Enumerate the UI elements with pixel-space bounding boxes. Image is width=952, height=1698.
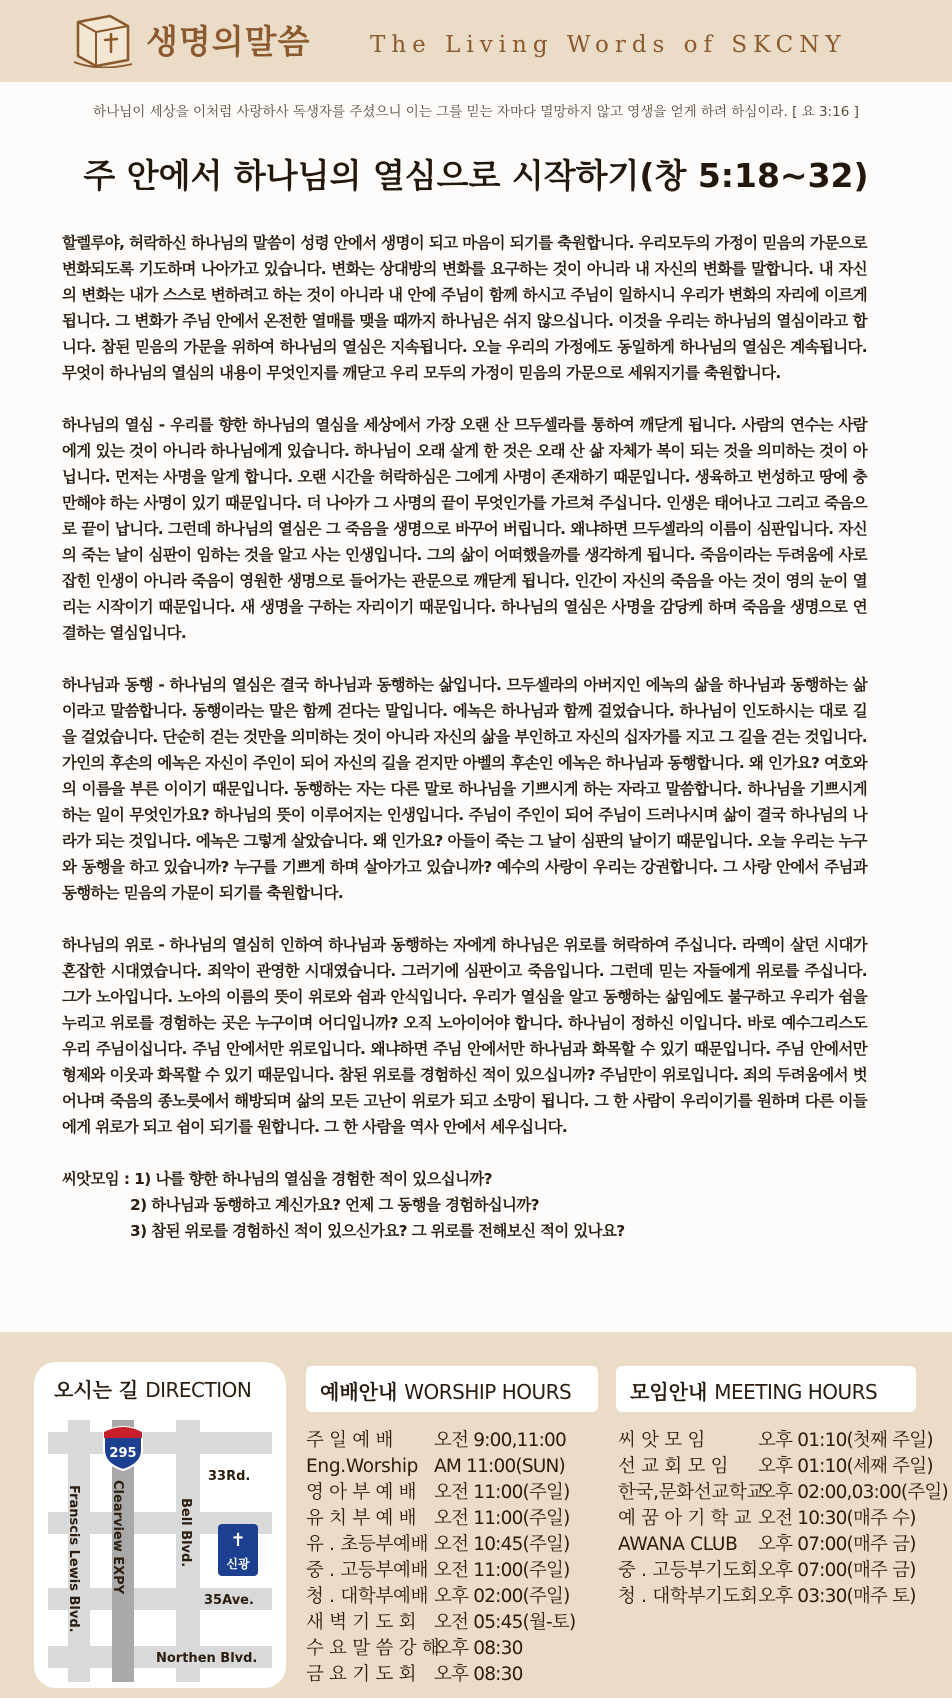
schedule-row: 예 꿈 아 기 학 교 오전 10:30(매주 수) [618,1508,916,1529]
street-label-bell: Bell Blvd. [178,1498,193,1568]
questions-label: 씨앗모임 : [62,1170,135,1188]
bible-book-icon [70,12,136,68]
sermon-body [62,230,867,1244]
sermon-paragraph: 하나님의 열심 - 우리를 향한 하나님의 열심을 세상에서 가장 오랜 산 므두셀라를 통하여 깨닫게 됩니다. 사람의 연수는 사람에게 있는 것이 아니라 하나님에게 있습니다. 하나님이 오래 살게 한 것은 오래 산 삶 자체가 복이 되는 것을 의미하는 것이 아닙니다. 먼저는 사명을 알게 합니다. 오랜 시간을 허락하심은 그에게 사명이 존재하기 때문입니다. 생육하고 번성하고 땅에 충만해야 하는 사명이 있기 때문입니다. 더 나아가 그 사명의 끝이 무엇인가를 가르쳐 주십니다. 인생은 태어나고 그리고 죽음으로 끝이 납니다. 그런데 하나님의 열심은 그 죽음을 생명으로 바꾸어 버립니다. 왜냐하면 므두셀라의 이름이 심판입니다. 자신의 죽는 날이 심판이 임하는 것을 알고 사는 인생입니다. 그의 삶이 어떠했을까를 생각하게 됩니다. 죽음이라는 두려움에 사로잡힌 인생이 아니라 죽음이 영원한 생명으로 들어가는 관문으로 깨닫게 됩니다. 인간이 자신의 죽음을 아는 것이 영의 눈이 열리는 시작이기 때문입니다. 새 생명을 구하는 자리이기 때문입니다. 하나님의 열심은 사명을 감당케 하며 죽음을 생명으로 연결하는 열심입니다. [62,416,867,642]
sermon-paragraph: 할렐루야, 허락하신 하나님의 말씀이 성령 안에서 생명이 되고 마음이 되기를 축원합니다. 우리모두의 가정이 믿음의 가문으로 변화되도록 기도하며 나아가고 있습니다. 변화는 상대방의 변화를 요구하는 것이 아니라 내 자신의 변화를 말합니다. 내 자신의 변화는 내가 스스로 변하려고 하는 것이 아니라 내 안에 주님이 함께 하시고 주님이 일하시니 우리가 변화의 자리에 이르게 됩니다. 그 변화가 주님 안에서 온전한 열매를 맺을 때까지 하나님은 쉬지 않으십니다. 이것을 우리는 하나님의 열심이라고 합니다. 참된 믿음의 가문을 위하여 하나님의 열심은 지속됩니다. 오늘 우리의 가정에도 동일하게 하나님의 열심은 계속됩니다. 무엇이 하나님의 열심의 내용이 무엇인지를 깨닫고 우리 모두의 가정이 믿음의 가문으로 세워지기를 축원합니다. [62,234,867,382]
direction-card [34,1362,286,1688]
scripture-verse: 하나님이 세상을 이처럼 사랑하사 독생자를 주셨으니 이는 그를 믿는 자마다 멸망하지 않고 영생을 얻게 하려 하심이라. [ 요 3:16 ] [93,104,859,120]
street-label-northern: Northen Blvd. [156,1651,258,1666]
church-cross-glyph: ✝ [230,1530,246,1551]
interstate-shield-icon [104,1427,142,1470]
schedule-row: 씨 앗 모 임 오후 01:10(첫째 주일) [618,1430,933,1451]
meeting-heading: 모임안내 MEETING HOURS [616,1366,916,1412]
brand-title-korean: 생명의말씀 [146,22,311,61]
highway-number: 295 [109,1446,137,1461]
question-item: 3) 참된 위로를 경험하신 적이 있으신가요? 그 위로를 전해보신 적이 있나요? [130,1222,625,1240]
street-label-francis: Franscis Lewis Blvd. [66,1485,81,1633]
location-map [48,1420,272,1682]
question-item: 1) 나를 향한 하나님의 열심을 경험한 적이 있으십니까? [134,1170,492,1188]
sermon-title: 주 안에서 하나님의 열심으로 시작하기(창 5:18~32) [83,156,869,195]
schedule-row: 유 . 초등부예배 오전 10:45(주일) [306,1534,570,1555]
schedule-row: 중 . 고등부기도회 오후 07:00(매주 금) [618,1560,916,1581]
street-label-35ave: 35Ave. [204,1593,254,1608]
schedule-row: 유 치 부 예 배 오전 11:00(주일) [306,1508,570,1529]
street-label-expy: Clearview EXPY [110,1480,125,1595]
church-mark-text: 신광 [226,1557,250,1571]
small-group-questions [62,1166,867,1244]
worship-heading: 예배안내 WORSHIP HOURS [306,1366,598,1412]
header-banner [0,0,952,82]
direction-heading: 오시는 길 DIRECTION [54,1378,252,1402]
schedule-row: 중 . 고등부예배 오전 11:00(주일) [306,1560,570,1581]
meeting-schedule [618,1428,948,1610]
sermon-section [0,82,952,1332]
schedule-row: 한국,문화선교학교 오후 02:00,03:00(주일) [618,1482,948,1503]
worship-schedule [306,1428,606,1688]
schedule-row: Eng.Worship AM 11:00(SUN) [306,1456,565,1477]
schedule-row: 영 아 부 예 배 오전 11:00(주일) [306,1482,570,1503]
brand-title-english: The Living Words of SKCNY [370,32,847,58]
info-footer [0,1332,952,1698]
sermon-paragraph: 하나님과 동행 - 하나님의 열심은 결국 하나님과 동행하는 삶입니다. 므두셀라의 아버지인 에녹의 삶을 하나님과 동행하는 삶이라고 말씀합니다. 동행이라는 말은 함께 걷다는 말입니다. 에녹은 하나님과 함께 걸었습니다. 하나님이 인도하시는 대로 길을 걸었습니다. 단순히 걷는 것만을 의미하는 것이 아니라 자신의 삶을 부인하고 자신의 십자가를 지고 그 길을 걷는 것입니다. 가인의 후손의 에녹은 자신이 주인이 되어 자신의 길을 걷지만 아벨의 후손인 에녹은 하나님과 동행합니다. 왜 인가요? 여호와의 이름을 부른 이이기 때문입니다. 동행하는 자는 다른 말로 하나님을 기쁘시게 하는 자라고 말씀합니다. 하나님을 기쁘시게 하는 일이 무엇인가요? 하나님의 뜻이 이루어지는 인생입니다. 주님이 주인이 되어 주님이 드러나시며 삶이 결국 하나님의 나라가 되는 것입니다. 에녹은 그렇게 살았습니다. 왜 인가요? 아들이 죽는 그 날이 심판의 날이기 때문입니다. 오늘 우리는 누구와 동행을 하고 있습니까? 누구를 기쁘게 하며 살아가고 있습니까? 예수의 사랑이 우리는 강권합니다. 그 사랑 안에서 주님과 동행하는 믿음의 가문이 되기를 축원합니다. [62,676,867,902]
church-location-icon [218,1524,258,1576]
sermon-paragraph: 하나님의 위로 - 하나님의 열심히 인하여 하나님과 동행하는 자에게 하나님은 위로를 허락하여 주십니다. 라멕이 살던 시대가 혼잡한 시대였습니다. 죄악이 관영한 시대였습니다. 그러기에 심판이고 죽음입니다. 그런데 믿는 자들에게 위로를 주십니다. 그가 노아입니다. 노아의 이름의 뜻이 위로와 쉼과 안식입니다. 우리가 열심을 알고 동행하는 삶임에도 불구하고 우리가 쉼을 누리고 위로를 경험하는 곳은 누구이며 어디입니까? 오직 노아이어야 합니다. 하나님이 정하신 이입니다. 바로 예수그리스도 우리 주님이십니다. 주님 안에서만 위로입니다. 왜냐하면 주님 안에서만 하나님과 화목할 수 있기 때문입니다. 주님 안에서만 형제와 이웃과 화목할 수 있기 때문입니다. 참된 위로를 경험하신 적이 있으십니까? 주님만이 위로입니다. 죄의 두려움에서 벗어나며 죽음의 종노릇에서 해방되며 삶의 모든 고난이 위로가 되고 소망이 됩니다. 그 한 사람이 우리이기를 원하며 다른 이들에게 위로가 되고 쉼이 되기를 원합니다. 그 한 사람을 역사 안에서 세우십니다. [62,936,867,1136]
schedule-row: 수 요 말 씀 강 해 오후 08:30 [306,1638,523,1659]
schedule-row: 청 . 대학부예배 오후 02:00(주일) [306,1586,570,1607]
street-label-33rd: 33Rd. [208,1469,251,1484]
question-item: 2) 하나님과 동행하고 계신가요? 언제 그 동행을 경험하십니까? [130,1196,539,1214]
schedule-row: 선 교 회 모 임 오후 01:10(세째 주일) [618,1456,933,1477]
schedule-row: 새 벽 기 도 회 오전 05:45(월-토) [306,1612,576,1633]
schedule-row: 청 . 대학부기도회 오후 03:30(매주 토) [618,1586,916,1607]
schedule-row: AWANA CLUB 오후 07:00(매주 금) [618,1534,916,1555]
schedule-row: 금 요 기 도 회 오후 08:30 [306,1664,523,1685]
schedule-row: 주 일 예 배 오전 9:00,11:00 [306,1430,566,1451]
